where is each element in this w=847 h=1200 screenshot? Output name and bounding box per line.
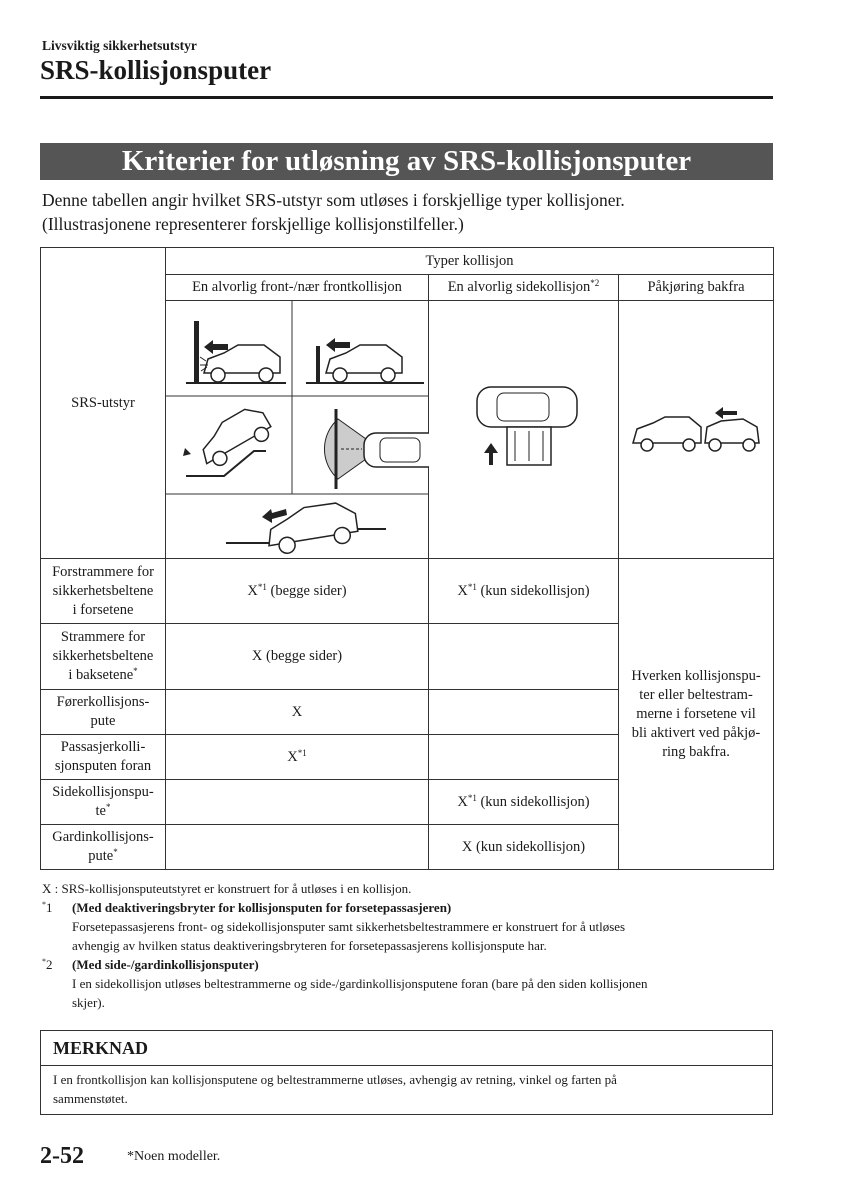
- side-crash-image: [429, 301, 619, 559]
- car-side-impact-icon: [429, 301, 619, 558]
- rear-crash-image: [619, 301, 774, 559]
- note-box: [40, 1030, 773, 1115]
- note-2-text: I en sidekollisjon utløses beltestrammerne og side-/gardinkollisjonsputene foran (bare på den siden kollisjonen: [72, 976, 648, 991]
- footnote: *Noen modeller.: [127, 1149, 221, 1164]
- cell-side: X (kun sidekollisjon): [429, 825, 619, 870]
- note-1-title: *1 (Med deaktiveringsbryter for kollisjonsputen for forsetepassasjeren): [42, 900, 452, 915]
- note-2-text: skjer).: [72, 995, 105, 1010]
- cell-front: $X^{*1}$ (begge sider): [166, 559, 429, 624]
- note-1-text: avhengig av hvilken status deaktiveringsbryteren for forsetepassasjerens kollisjonspute har.: [72, 938, 547, 953]
- intro-line: Denne tabellen angir hvilket SRS-utstyr som utløses i forskjellige typer kollisjoner.: [42, 190, 625, 210]
- front-crash-images: [166, 301, 429, 559]
- deployment-criteria-table: [40, 247, 774, 870]
- car-front-crash-icon: [186, 321, 286, 383]
- note-box-body: I en frontkollisjon kan kollisjonsputene og beltestrammerne utløses, avhengig av retning, vinkel og farten på sammenstøtet.: [53, 1072, 617, 1106]
- car-ditch-crash-icon: [226, 501, 386, 556]
- cell-side: [429, 735, 619, 780]
- rear-note-cell: Hverken kollisjonspu- ter eller beltestram- merne i forsetene vil bli aktivert ved påkjø- ring bakfra.: [619, 559, 774, 870]
- car-oblique-crash-icon: [324, 409, 429, 489]
- cell-side: $X^{*1}$ (kun sidekollisjon): [429, 780, 619, 825]
- title-divider: [40, 96, 773, 99]
- page-number: 2-52: [40, 1143, 84, 1169]
- cell-side: [429, 624, 619, 690]
- note-1-text: Forsetepassasjerens front- og sidekollisjonsputer samt sikkerhetsbeltestrammere er konstruert for å utløses: [72, 919, 626, 934]
- car-rear-impact-icon: [619, 301, 774, 558]
- cell-side: [429, 690, 619, 735]
- cell-front: X (begge sider): [166, 624, 429, 690]
- cell-front: [166, 780, 429, 825]
- col-header-side: En alvorlig sidekollisjon$^{*2}$: [429, 275, 619, 301]
- page-title: SRS-kollisjonsputer: [40, 55, 272, 85]
- note-box-title: MERKNAD: [41, 1031, 772, 1066]
- table-notes: [42, 879, 777, 1012]
- equipment-label: SRS-utstyr: [71, 394, 135, 411]
- cell-side: $X^{*1}$ (kun sidekollisjon): [429, 559, 619, 624]
- collision-types-header: Typer kollisjon: [166, 248, 774, 275]
- intro-text: [42, 188, 782, 236]
- col-header-rear: Påkjøring bakfra: [619, 275, 774, 301]
- cell-front: $X^{*1}$: [166, 735, 429, 780]
- row-label: Gardinkollisjons- pute*: [41, 825, 166, 870]
- intro-line: (Illustrasjonene representerer forskjellige kollisjonstilfeller.): [42, 214, 464, 234]
- col-header-front: En alvorlig front-/nær frontkollisjon: [166, 275, 429, 301]
- note-2-title: *2 (Med side-/gardinkollisjonsputer): [42, 957, 259, 972]
- car-slope-crash-icon: [183, 402, 275, 476]
- cell-front: X: [166, 690, 429, 735]
- section-label: Livsviktig sikkerhetsutstyr: [42, 38, 197, 53]
- table-row: [41, 559, 774, 624]
- row-label: Passasjerkolli- sjonsputen foran: [41, 735, 166, 780]
- row-label: Sidekollisjonspu- te*: [41, 780, 166, 825]
- section-banner: Kriterier for utløsning av SRS-kollisjonsputer: [40, 143, 773, 180]
- car-offset-crash-icon: [306, 338, 424, 383]
- row-label: Forstrammere for sikkerhetsbeltene i forsetene: [41, 559, 166, 624]
- row-label: Strammere for sikkerhetsbeltene i baksetene*: [41, 624, 166, 690]
- equipment-header-cell: [41, 248, 166, 559]
- cell-front: [166, 825, 429, 870]
- note-x: X : SRS-kollisjonsputeutstyret er konstruert for å utløses i en kollisjon.: [42, 881, 412, 896]
- row-label: Førerkollisjons- pute: [41, 690, 166, 735]
